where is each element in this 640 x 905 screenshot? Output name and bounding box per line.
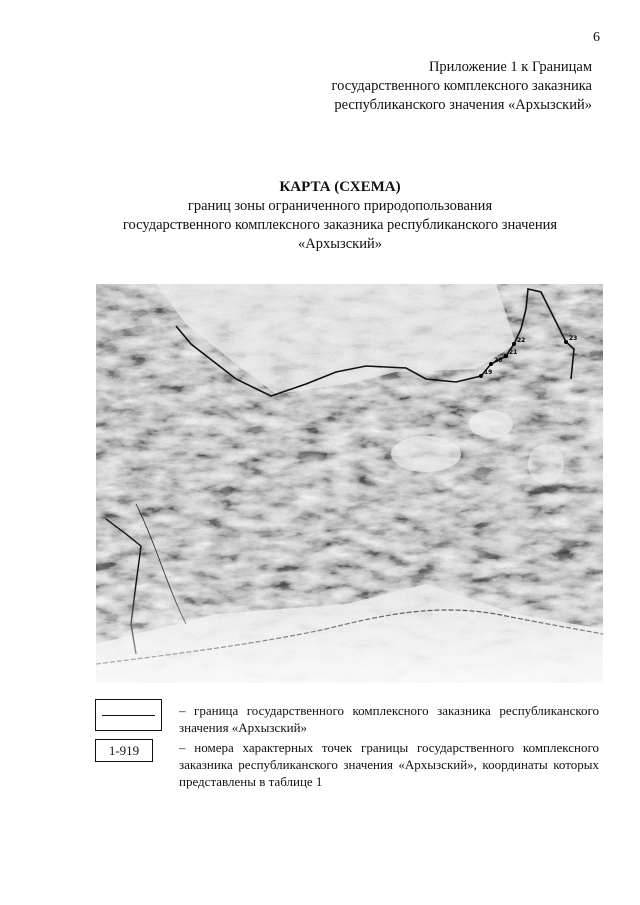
- appendix-line-3: республиканского значения «Архызский»: [334, 97, 592, 113]
- title-block: [60, 178, 620, 254]
- topographic-map: [96, 284, 603, 683]
- boundary-point: [489, 362, 493, 366]
- point-label-19: 19: [484, 369, 493, 376]
- map-subtitle-1: границ зоны ограниченного природопользования: [187, 198, 493, 214]
- point-label-20: 20: [494, 357, 503, 364]
- point-label-22: 22: [517, 337, 526, 344]
- boundary-point: [479, 374, 483, 378]
- legend-boundary-symbol: [95, 699, 162, 731]
- point-label-21: 21: [509, 349, 518, 356]
- page-number: 6: [593, 30, 600, 45]
- valley-fade: [96, 584, 603, 683]
- map-svg: [96, 284, 603, 683]
- appendix-line-2: государственного комплексного заказника: [331, 78, 592, 94]
- map-subtitle-2: государственного комплексного заказника республиканского значения: [122, 217, 558, 233]
- boundary-point: [512, 342, 516, 346]
- legend-point-symbol: 1-919: [95, 739, 153, 762]
- map-title: КАРТА (СХЕМА): [279, 179, 401, 195]
- boundary-point: [564, 340, 568, 344]
- map-subtitle-3: «Архызский»: [298, 236, 382, 252]
- point-label-23: 23: [569, 335, 578, 342]
- legend-boundary-text: – граница государственного комплексного заказника республиканского значения «Архызский»: [179, 703, 599, 735]
- boundary-point: [504, 354, 508, 358]
- legend-boundary-line: [102, 715, 155, 716]
- legend-point-text: – номера характерных точек границы государственного комплексного заказника республиканского значения «Архызский», координаты которых представлены в таблице 1: [179, 740, 599, 789]
- appendix-caption: [280, 58, 592, 115]
- appendix-line-1: Приложение 1 к Границам: [428, 59, 592, 75]
